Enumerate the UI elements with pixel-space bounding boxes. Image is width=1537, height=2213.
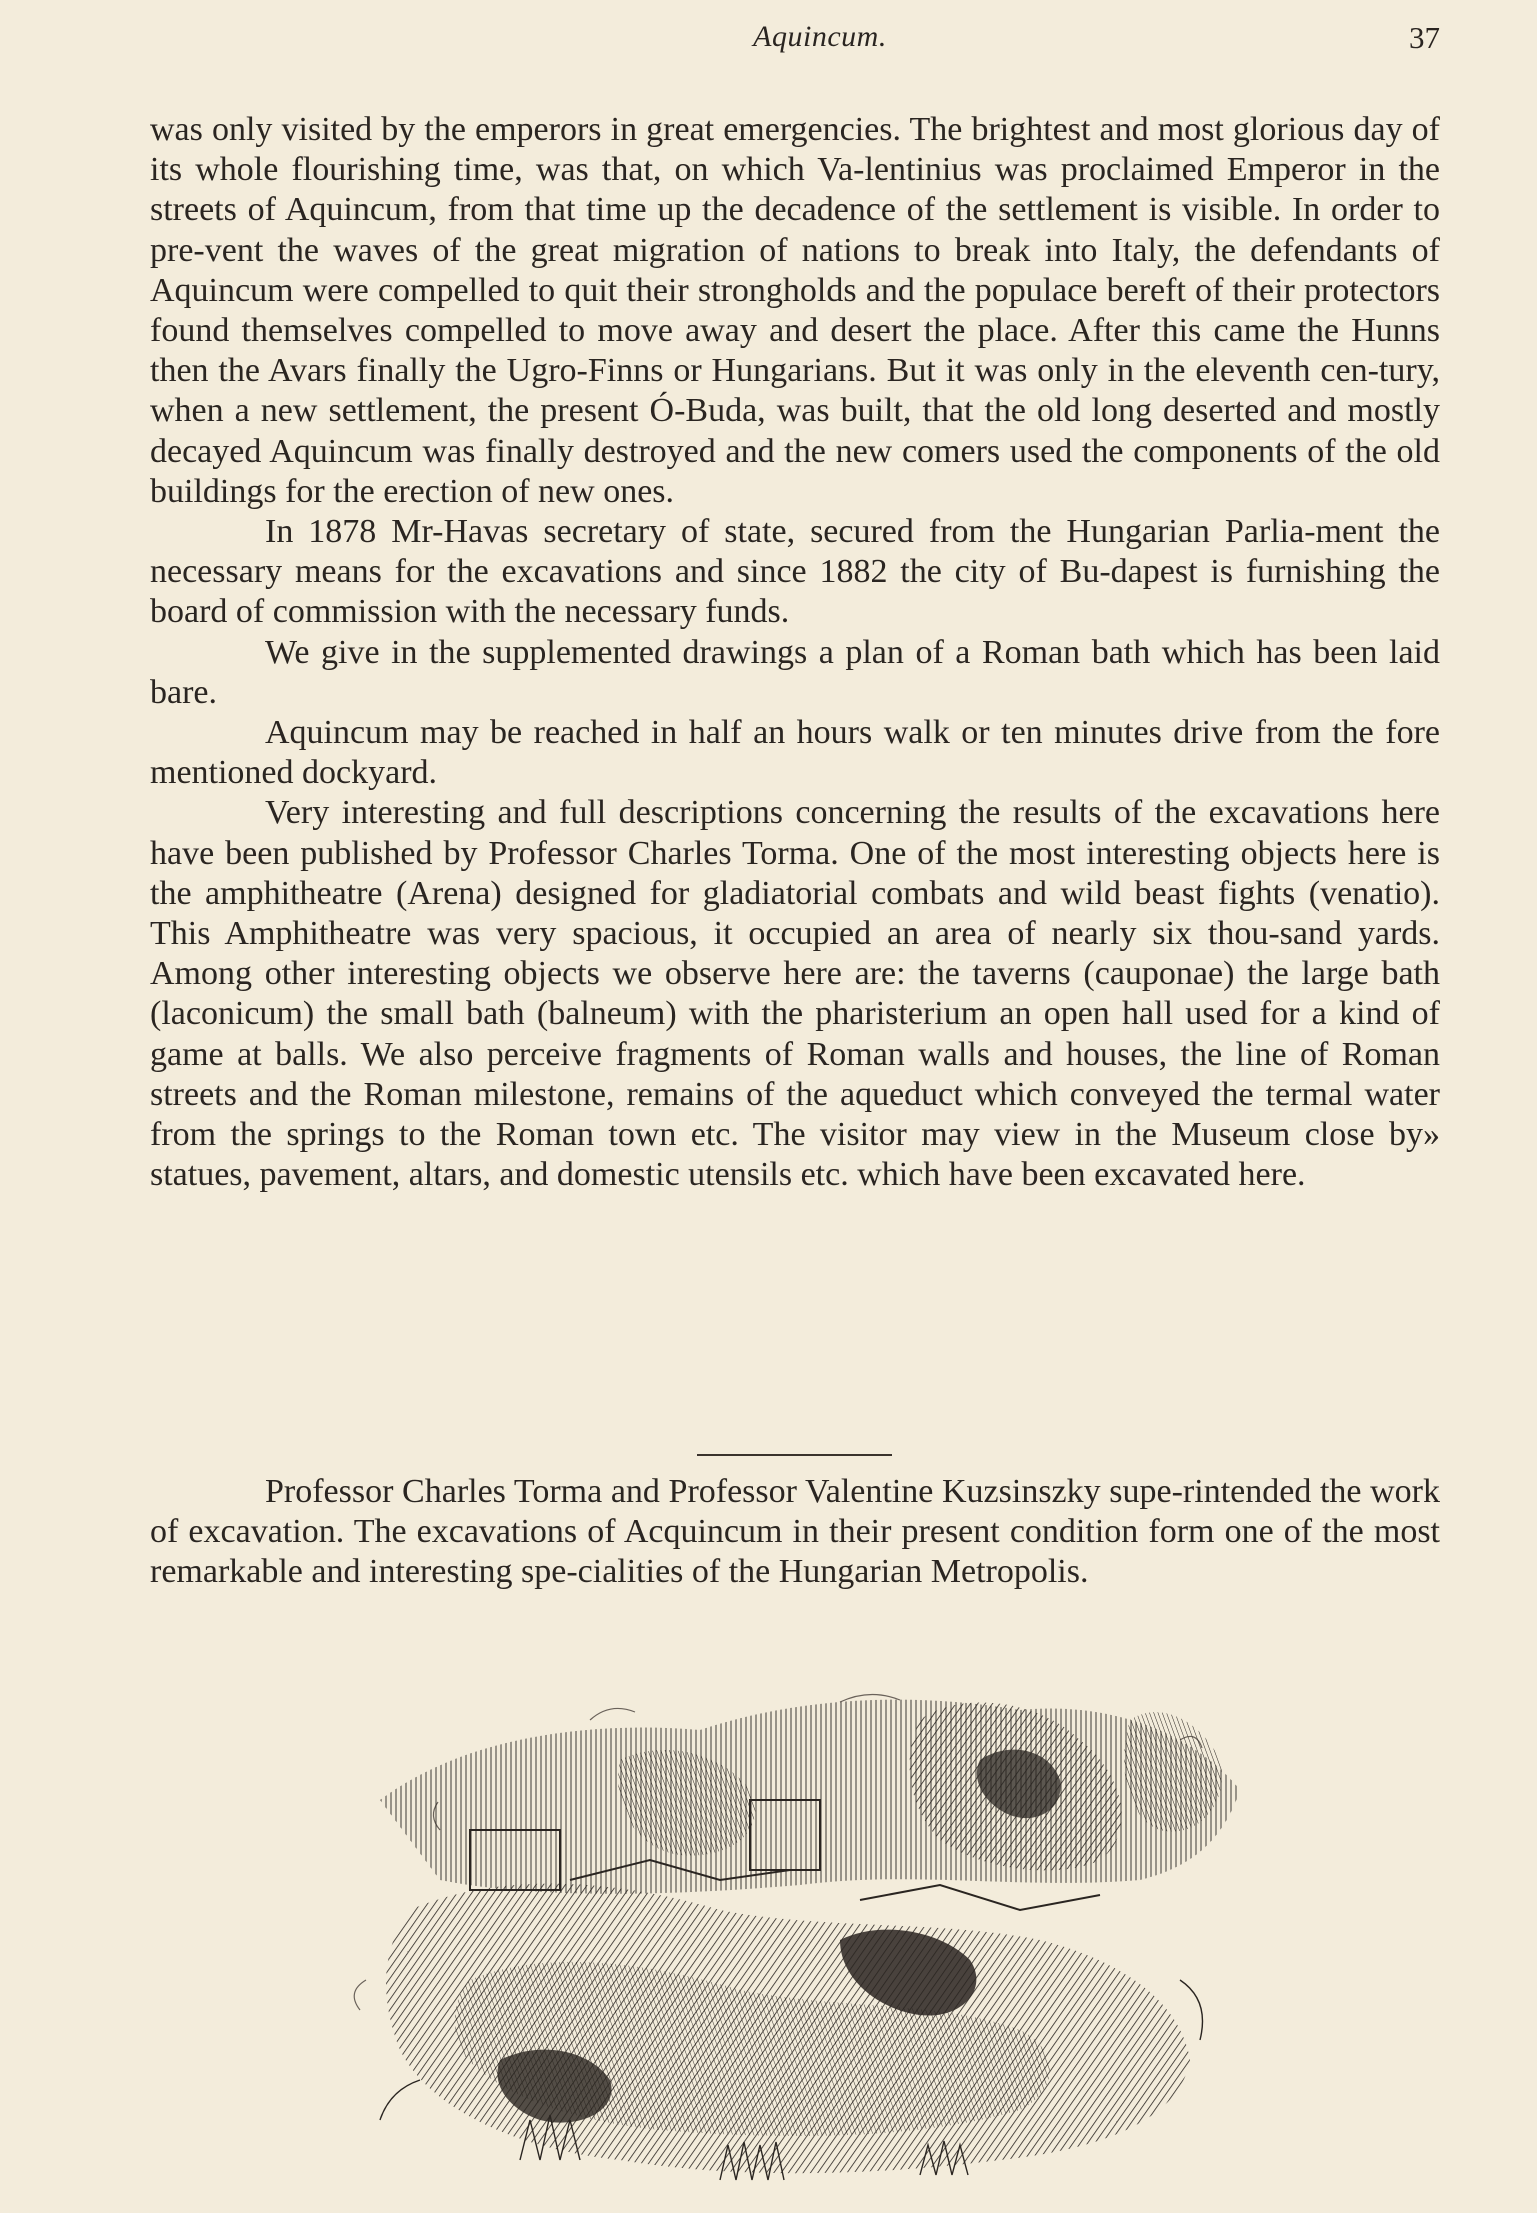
- paragraph-excavation-funding: In 1878 Mr-Havas secretary of state, secured from the Hungarian Parlia-ment the necessary means for the excavations and since 1882 the city of Bu-dapest is furnishing the board of commission with the necessary funds.: [150, 513, 1440, 631]
- paragraph-roman-bath-drawing: We give in the supplemented drawings a plan of a Roman bath which has been laid bare.: [150, 633, 1440, 711]
- ruins-engraving-illustration: [320, 1680, 1280, 2190]
- main-text: [150, 110, 1440, 1195]
- paragraph-decline-of-aquincum: was only visited by the emperors in great emergencies. The brightest and most glorious day of its whole flourishing time, was that, on which Va-lentinius was proclaimed Emperor in the streets of Aquincum, from that time up the decadence of the settlement is visible. In order to pre-vent the waves of the great migration of nations to break into Italy, the defendants of Aquincum were compelled to quit their strongholds and the populace bereft of their protectors found themselves compelled to move away and desert the place. After this came the Hunns then the Avars finally the Ugro-Finns or Hungarians. But it was only in the eleventh cen-tury, when a new settlement, the present Ó-Buda, was built, that the old long deserted and mostly decayed Aquincum was finally destroyed and the new comers used the components of the old buildings for the erection of new ones.: [150, 111, 1440, 510]
- paragraph-superintendents: Professor Charles Torma and Professor Valentine Kuzsinszky supe-rintended the work of excavation. The excavations of Acquincum in their present condition form one of the most remarkable and interesting spe-cialities of the Hungarian Metropolis.: [150, 1473, 1440, 1591]
- running-head: [150, 20, 1440, 60]
- page-number: 37: [1409, 20, 1440, 55]
- running-title: Aquincum.: [753, 20, 887, 53]
- paragraph-amphitheatre-and-objects: Very interesting and full descriptions concerning the results of the excavations here have been published by Professor Charles Torma. One of the most interesting objects here is the amphitheatre (Arena) designed for gladiatorial combats and wild beast fights (venatio). This Amphitheatre was very spacious, it occupied an area of nearly six thou-sand yards. Among other interesting objects we observe here are: the taverns (cauponae) the large bath (laconicum) the small bath (balneum) with the pharisterium an open hall used for a kind of game at balls. We also perceive fragments of Roman walls and houses, the line of Roman streets and the Roman milestone, remains of the aqueduct which conveyed the termal water from the springs to the Roman town etc. The visitor may view in the Museum close by» statues, pavement, altars, and domestic utensils etc. which have been excavated here.: [150, 794, 1440, 1194]
- closing-text: [150, 1472, 1440, 1593]
- section-divider: [697, 1454, 892, 1456]
- paragraph-how-to-reach: Aquincum may be reached in half an hours walk or ten minutes drive from the fore mentioned dockyard.: [150, 714, 1440, 792]
